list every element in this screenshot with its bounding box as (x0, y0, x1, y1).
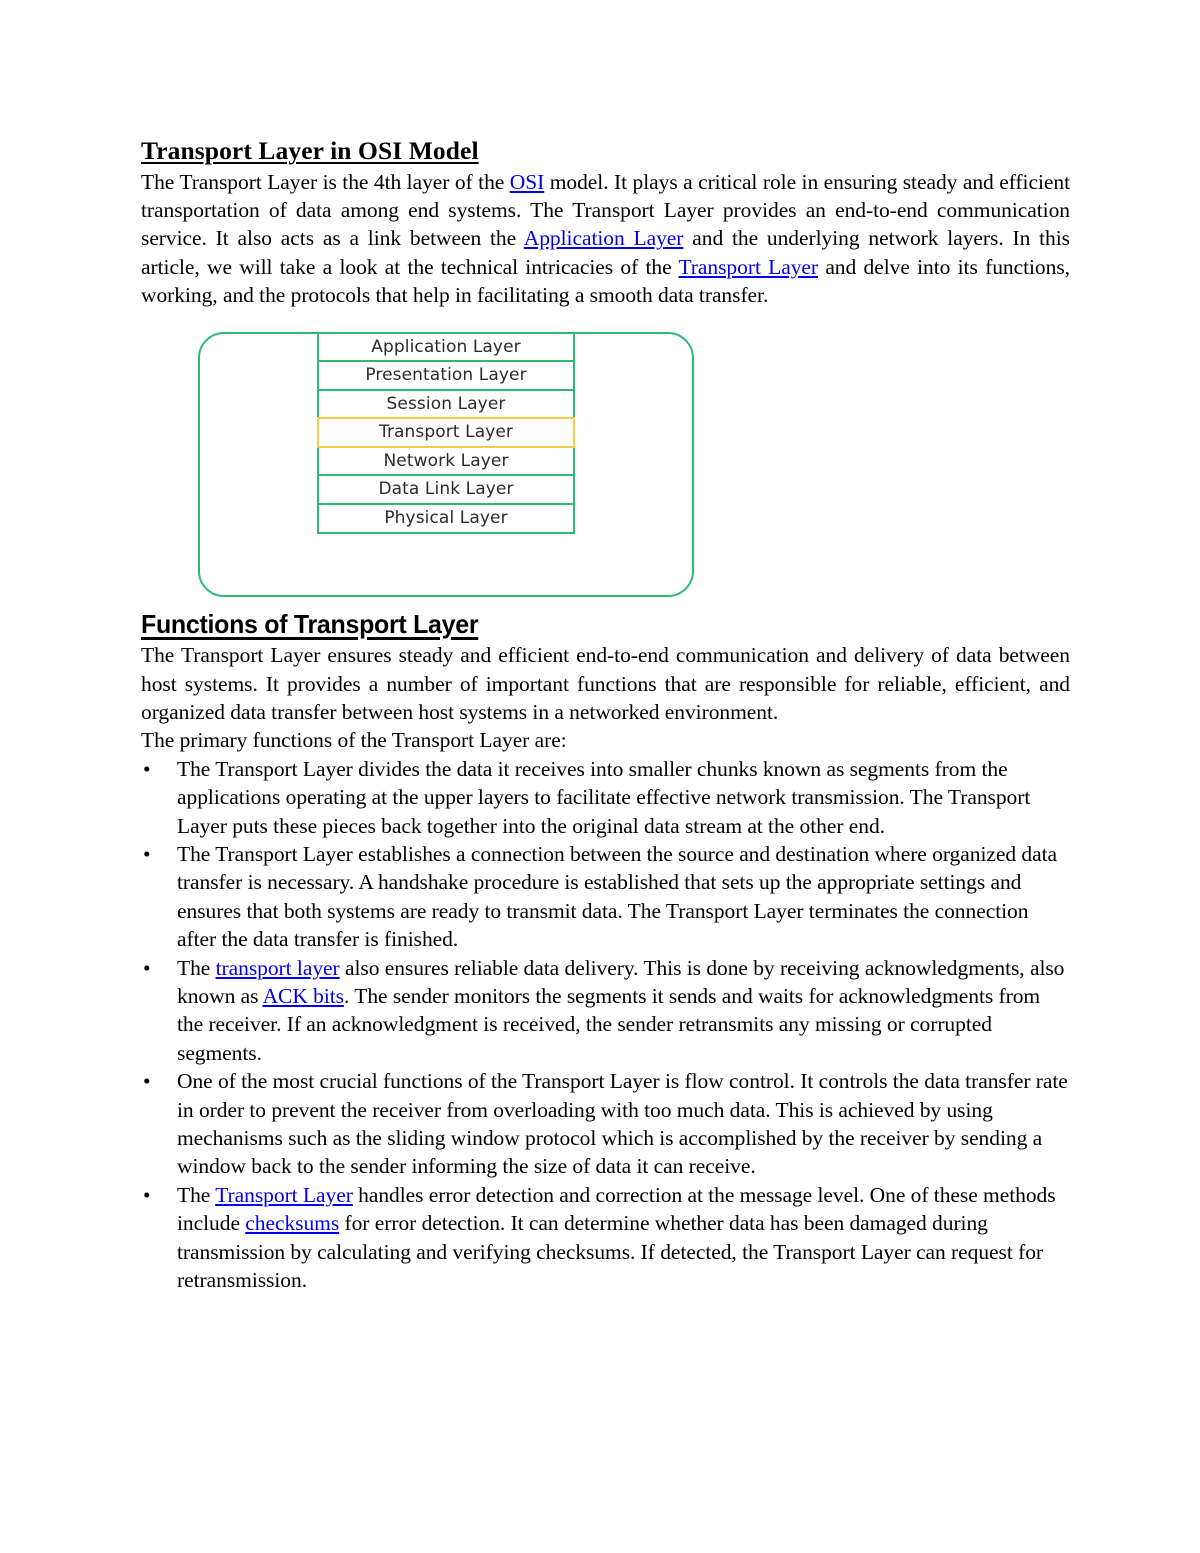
bullet-text-seg-1: The Transport Layer divides the data it receives into smaller chunks known as segments from the applications operating at the upper layers to facilitate effective network transmission. The Transport Layer puts these pieces back together into the original data stream at the other end. (177, 756, 1031, 838)
link-application-layer[interactable]: Application Layer (523, 226, 684, 251)
list-item (141, 1181, 1070, 1295)
osi-layer-label: Session Layer (386, 393, 506, 414)
osi-layer-application (317, 332, 575, 363)
bullet-link-transport-layer[interactable]: transport layer (215, 955, 340, 980)
bullet-link-ack-bits[interactable]: ACK bits (262, 984, 344, 1009)
primary-functions-lead-in: The primary functions of the Transport Layer are: (141, 728, 567, 753)
bullet-link-transport-layer[interactable]: Transport Layer (215, 1182, 353, 1207)
functions-paragraph: The Transport Layer ensures steady and efficient end-to-end communication and delivery of data between host systems. It provides a number of important functions that are responsible for reliable, efficient, and organized data transfer between host systems in a networked environment. (141, 643, 1070, 724)
osi-layer-label: Transport Layer (378, 422, 514, 443)
intro-text-seg-3: and the underlying network layers. In this article, we will take a look at the technical intricacies of the (141, 226, 1070, 279)
list-item (141, 840, 1070, 954)
bullet-text-seg-1: The (177, 955, 216, 980)
osi-layer-transport (317, 417, 575, 448)
intro-text-seg-1: The Transport Layer is the 4th layer of the (141, 169, 510, 194)
bullet-icon: • (143, 842, 151, 867)
section-heading-functions: Functions of Transport Layer (141, 608, 479, 639)
osi-model-diagram (141, 310, 1070, 610)
link-osi[interactable]: OSI (509, 169, 545, 194)
osi-layer-label: Network Layer (383, 450, 509, 471)
bullet-text-seg-3: for error detection. It can determine whether data has been damaged during transmission by calculating and verifying checksums. If detected, the Transport Layer can request for retransmission. (177, 1211, 1044, 1293)
osi-layer-label: Physical Layer (384, 507, 508, 528)
osi-layer-session (317, 389, 575, 420)
bullet-icon: • (143, 756, 151, 781)
osi-layer-label: Data Link Layer (378, 479, 514, 500)
list-item (141, 1067, 1070, 1181)
bullet-icon: • (143, 955, 151, 980)
bullet-link-checksums[interactable]: checksums (245, 1211, 340, 1236)
bullet-text-seg-2: also ensures reliable data delivery. This is done by receiving acknowledgments, also known as (177, 955, 1065, 1009)
osi-layer-label: Application Layer (371, 336, 521, 357)
functions-bullet-list (141, 755, 1070, 1295)
bullet-text-seg-1: The Transport Layer establishes a connection between the source and destination where organized data transfer is necessary. A handshake procedure is established that sets up the appropriate settings and ensures that both systems are ready to transmit data. The Transport Layer terminates the connection after the data transfer is finished. (177, 842, 1057, 952)
list-item (141, 954, 1070, 1068)
osi-layer-network (317, 446, 575, 477)
intro-text-seg-2: model. It plays a critical role in ensuring steady and efficient transportation of data among end systems. The Transport Layer provides an end-to-end communication service. It also acts as a link between the (141, 169, 1070, 251)
bullet-text-seg-1: One of the most crucial functions of the Transport Layer is flow control. It controls the data transfer rate in order to prevent the receiver from overloading with too much data. This is achieved by using mechanisms such as the sliding window protocol which is accomplished by the receiver by sending a window back to the sender informing the size of data it can receive. (177, 1069, 1068, 1179)
link-transport-layer[interactable]: Transport Layer (678, 254, 819, 279)
bullet-icon: • (143, 1182, 151, 1207)
list-item (141, 755, 1070, 840)
osi-layer-label: Presentation Layer (365, 365, 527, 386)
osi-layer-stack (317, 332, 575, 534)
page-title: Transport Layer in OSI Model (141, 136, 479, 165)
intro-text-seg-4: and delve into its functions, working, and the protocols that help in facilitating a smooth data transfer. (141, 254, 1070, 308)
intro-paragraph (141, 168, 1070, 310)
bullet-text-seg-1: The (177, 1182, 216, 1207)
bullet-text-seg-2: handles error detection and correction at the message level. One of these methods include (177, 1182, 1056, 1236)
osi-layer-data-link (317, 474, 575, 505)
osi-layer-presentation (317, 360, 575, 391)
osi-layer-physical (317, 503, 575, 534)
bullet-icon: • (143, 1069, 151, 1094)
bullet-text-seg-3: . The sender monitors the segments it sends and waits for acknowledgments from the receiver. If an acknowledgment is received, the sender retransmits any missing or corrupted segments. (177, 984, 1041, 1065)
